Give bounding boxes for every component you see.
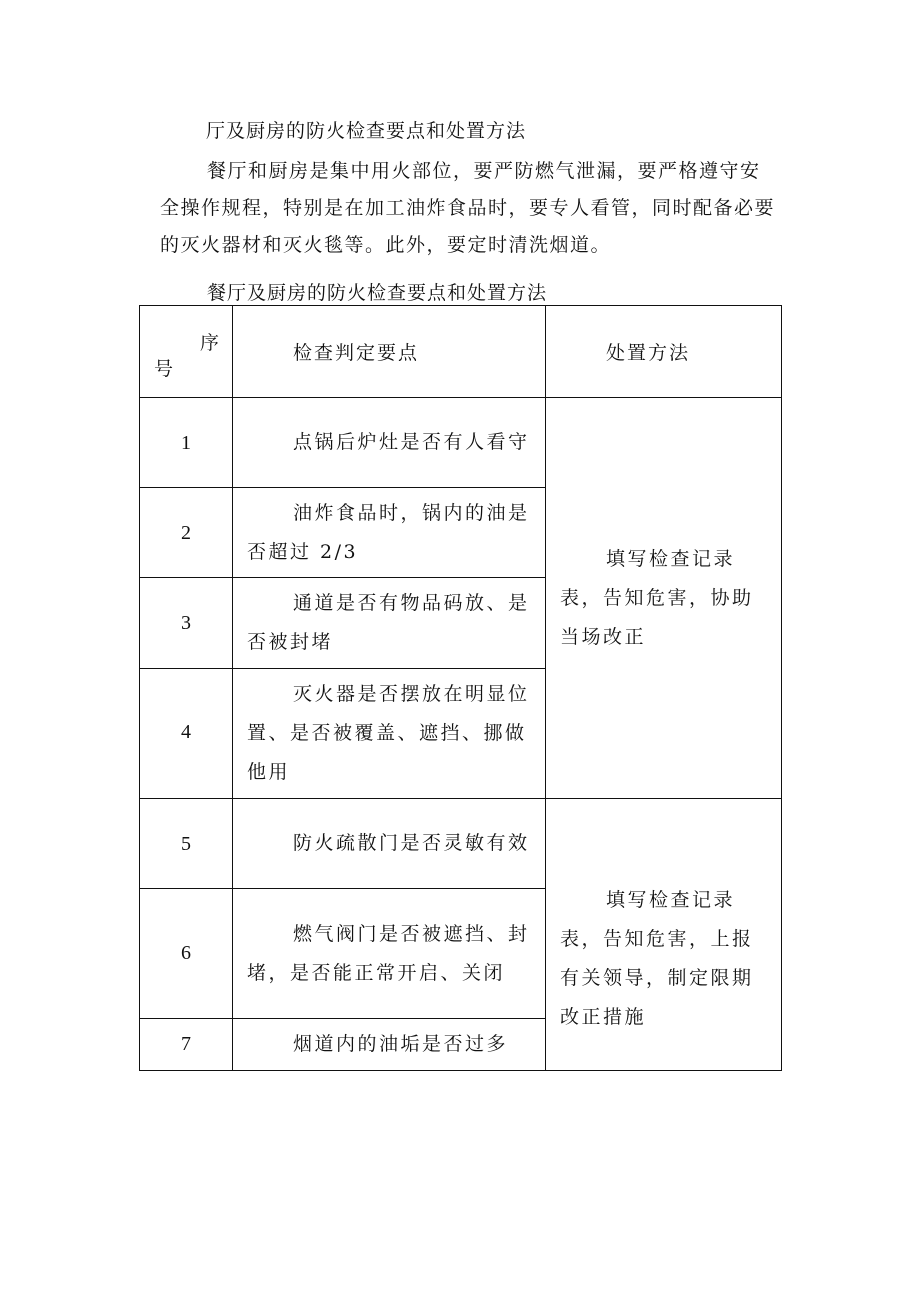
row-check-point: 点锅后炉灶是否有人看守 — [233, 398, 546, 488]
header-seq-cell — [140, 306, 233, 398]
row-check-point: 燃气阀门是否被遮挡、封堵，是否能正常开启、关闭 — [233, 889, 546, 1019]
header-points: 检查判定要点 — [233, 306, 546, 398]
row-check-point: 油炸食品时，锅内的油是否超过 2/3 — [233, 488, 546, 578]
header-method: 处置方法 — [546, 306, 782, 398]
table-caption: 餐厅及厨房的防火检查要点和处置方法 — [207, 282, 548, 304]
header-seq-bottom: 号 — [154, 358, 174, 380]
row-check-point: 烟道内的油垢是否过多 — [233, 1019, 546, 1071]
inspection-table — [139, 305, 782, 1071]
table-header-row — [140, 306, 782, 398]
method-cell-2: 填写检查记录表，告知危害，上报有关领导，制定限期改正措施 — [546, 799, 782, 1071]
row-number: 5 — [140, 799, 233, 889]
table-row — [140, 398, 782, 488]
row-number: 7 — [140, 1019, 233, 1071]
header-seq-top: 序 — [200, 332, 220, 354]
row-number: 2 — [140, 488, 233, 578]
row-check-point: 防火疏散门是否灵敏有效 — [233, 799, 546, 889]
row-check-point: 通道是否有物品码放、是否被封堵 — [233, 578, 546, 669]
method-cell-1: 填写检查记录表，告知危害，协助当场改正 — [546, 398, 782, 799]
intro-paragraph: 餐厅和厨房是集中用火部位，要严防燃气泄漏，要严格遵守安全操作规程，特别是在加工油炸食品时，要专人看管，同时配备必要的灭火器材和灭火毯等。此外，要定时清洗烟道。 — [160, 160, 776, 256]
row-number: 6 — [140, 889, 233, 1019]
row-check-point: 灭火器是否摆放在明显位置、是否被覆盖、遮挡、挪做他用 — [233, 669, 546, 799]
row-number: 4 — [140, 669, 233, 799]
table-row — [140, 799, 782, 889]
section-heading: 厅及厨房的防火检查要点和处置方法 — [206, 120, 527, 142]
row-number: 1 — [140, 398, 233, 488]
row-number: 3 — [140, 578, 233, 669]
